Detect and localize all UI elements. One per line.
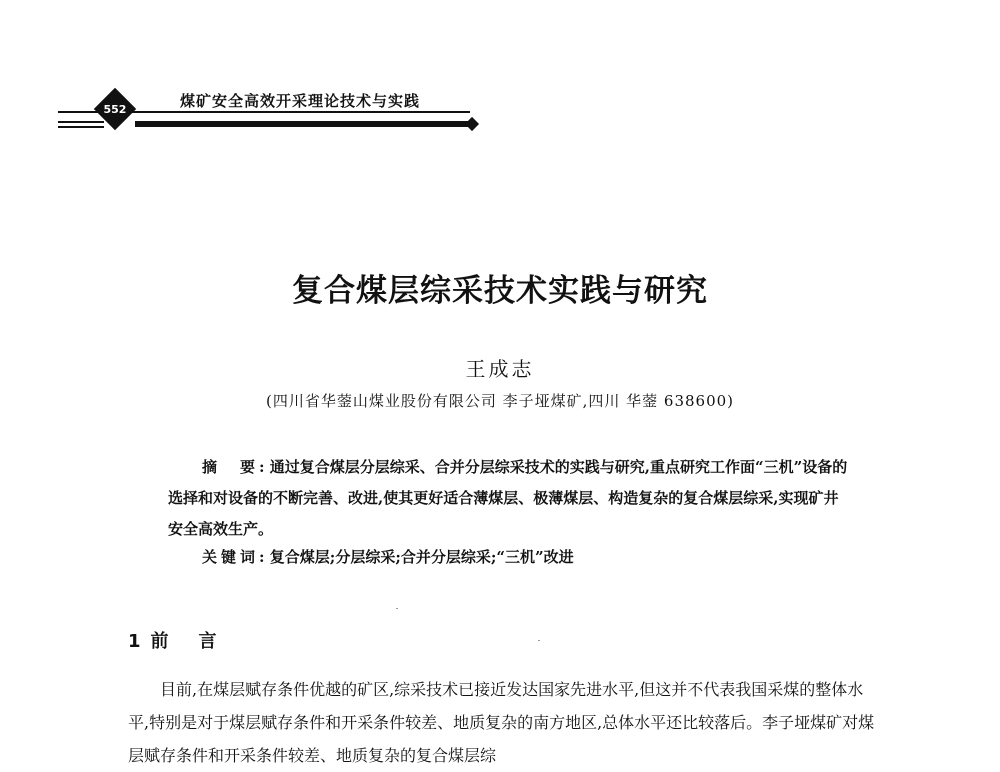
abstract-text: 通过复合煤层分层综采、合并分层综采技术的实践与研究,重点研究工作面“三机”设备的选择和对设备的不断完善、改进,使其更好适合薄煤层、极薄煤层、构造复杂的复合煤层综采,实现矿井安全高效生产。 xyxy=(168,458,848,538)
author-name: 王成志 xyxy=(465,357,535,381)
header-rule-thick xyxy=(135,121,470,127)
scan-speck xyxy=(538,640,540,641)
section-title: 前言 xyxy=(150,631,247,652)
scan-speck xyxy=(396,608,398,609)
section-number: 1 xyxy=(128,631,141,652)
header-rule-left-lower xyxy=(58,126,104,128)
rule-end-diamond-icon xyxy=(465,117,479,131)
page-number-badge xyxy=(94,88,136,130)
section-heading xyxy=(128,627,247,653)
header-rule-left-upper xyxy=(58,121,104,123)
abstract-label: 摘 要 xyxy=(202,458,260,476)
article-title: 复合煤层综采技术实践与研究 xyxy=(292,273,708,309)
author-affiliation: (四川省华蓥山煤业股份有限公司 李子垭煤矿,四川 华蓥 638600) xyxy=(265,392,735,410)
body-paragraph: 目前,在煤层赋存条件优越的矿区,综采技术已接近发达国家先进水平,但这并不代表我国采煤的整体水平,特别是对于煤层赋存条件和开采条件较差、地质复杂的南方地区,总体水平还比较落后。李子垭煤矿对煤层赋存条件和开采条件较差、地质复杂的复合煤层综 xyxy=(128,680,875,765)
keywords-text: 复合煤层;分层综采;合并分层综采;“三机”改进 xyxy=(269,548,574,566)
page-number: 552 xyxy=(103,102,127,116)
journal-title: 煤矿安全高效开采理论技术与实践 xyxy=(180,92,421,110)
keywords-label: 关键词 xyxy=(202,548,260,566)
abstract: 摘 要: 通过复合煤层分层综采、合并分层综采技术的实践与研究,重点研究工作面“三机”设备的选择和对设备的不断完善、改进,使其更好适合薄煤层、极薄煤层、构造复杂的复合煤层综采,实现矿井安全高效生产。 xyxy=(168,458,848,538)
keywords: 关键词: 复合煤层;分层综采;合并分层综采;“三机”改进 xyxy=(202,548,574,566)
